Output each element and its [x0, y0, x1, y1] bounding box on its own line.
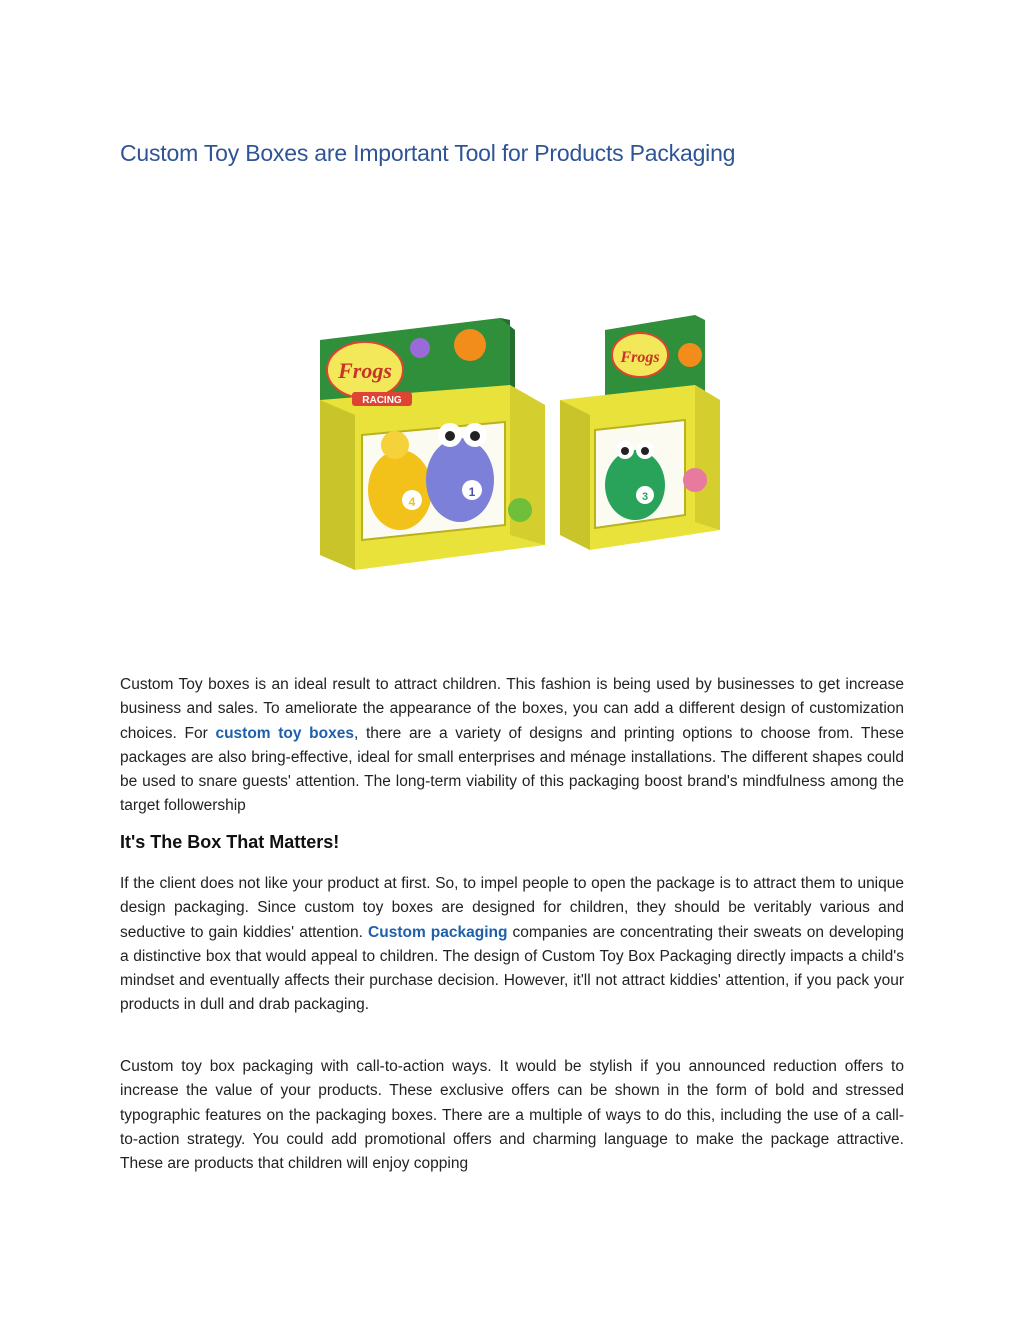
paragraph-call-to-action: Custom toy box packaging with call-to-action ways. It would be stylish if you announced reduction offers to increase the value of your products. These exclusive offers can be shown in the form of bold and stressed typographic features on the packaging boxes. There are a multiple of ways to do this, including the use of a call-to-action strategy. You could add promotional offers and charming language to make the package attractive. These are products that children will enjoy copping	[120, 1058, 904, 1173]
brand-top-text-small: Frogs	[620, 349, 660, 366]
paragraph-box-matters-text-before: If the client does not like your product at first. So, to impel people to open the package is to attract them to unique design packaging. Since custom toy boxes are designed for children, they should be veritably various and seductive to gain kiddies' attention.	[120, 875, 904, 941]
custom-packaging-link[interactable]: Custom packaging	[368, 923, 508, 941]
custom-toy-boxes-link[interactable]: custom toy boxes	[215, 724, 354, 742]
brand-top-text: Frogs	[338, 358, 392, 383]
section-heading: It's The Box That Matters!	[120, 832, 340, 852]
toy-boxes-illustration	[300, 300, 760, 590]
paragraph-box-matters	[120, 872, 904, 1018]
paragraph-intro	[120, 673, 904, 819]
toy-number-4: 4	[408, 495, 416, 509]
toy-number-3: 3	[641, 491, 649, 503]
page-title: Custom Toy Boxes are Important Tool for Products Packaging	[120, 140, 736, 166]
paragraph-intro-text-before: Custom Toy boxes is an ideal result to attract children. This fashion is being used by businesses to get increase business and sales. To ameliorate the appearance of the boxes, you can add a different design of customization choices. For	[120, 676, 904, 742]
paragraph-box-matters-text-after: companies are concentrating their sweats on developing a distinctive box that would appeal to children. The design of Custom Toy Box Packaging directly impacts a child's mindset and eventually affects their purchase decision. However, it'll not attract kiddies' attention, if you pack your products in dull and drab packaging.	[120, 923, 904, 1014]
large-toy-box	[320, 318, 545, 570]
paragraph-intro-text-after: , there are a variety of designs and printing options to choose from. These packages are also bring-effective, ideal for small enterprises and ménage installations. The different shapes could be used to snare guests' attention. The long-term viability of this packaging boost brand's mindfulness among the target followership	[120, 724, 905, 815]
toy-number-1: 1	[468, 485, 476, 499]
toy-boxes-image	[300, 300, 760, 590]
brand-bottom-text: RACING	[362, 395, 402, 406]
